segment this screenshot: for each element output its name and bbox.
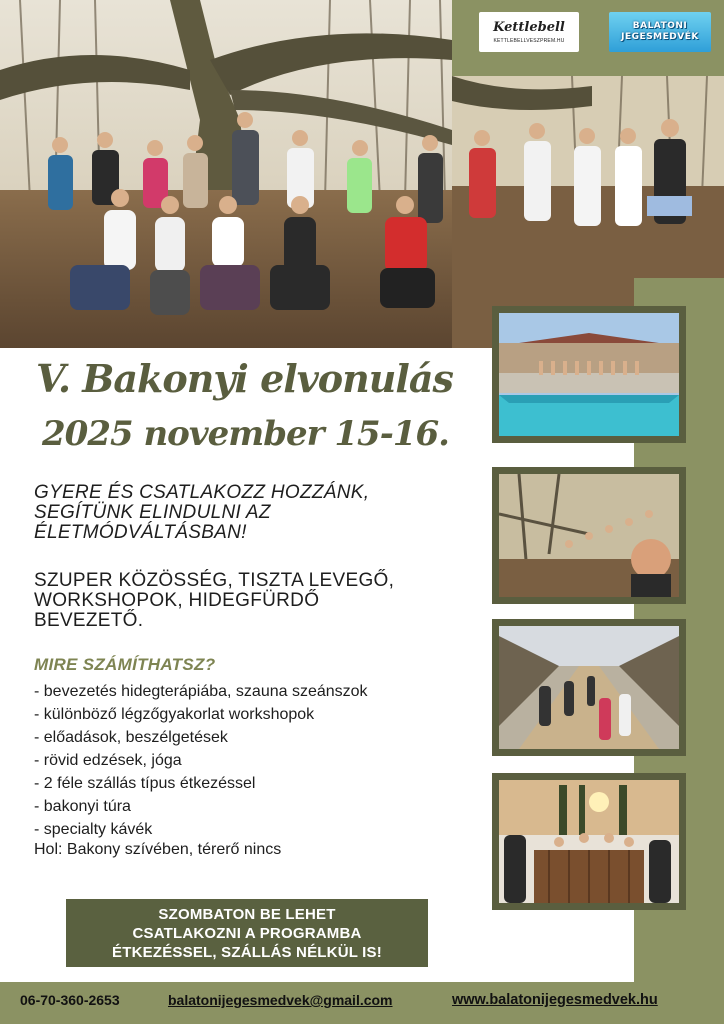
highlights-line: WORKSHOPOK, HIDEGFÜRDŐ xyxy=(34,590,320,611)
saturday-join-callout xyxy=(66,899,428,967)
list-item: - specialty kávék xyxy=(34,821,153,838)
hero-group-photo xyxy=(0,0,452,348)
callout-line: CSATLAKOZNI A PROGRAMBA xyxy=(132,924,362,942)
invitation-line: SEGÍTÜNK ELINDULNI AZ xyxy=(34,502,271,523)
event-title: V. Bakonyi elvonulás xyxy=(36,356,453,401)
offer-heading: MIRE SZÁMÍTHATSZ? xyxy=(34,655,216,674)
list-item: - bevezetés hidegterápiába, szauna szeánszok xyxy=(34,683,368,700)
invitation-line: GYERE ÉS CSATLAKOZZ HOZZÁNK, xyxy=(34,482,370,503)
list-item: - bakonyi túra xyxy=(34,798,131,815)
invitation-text xyxy=(34,483,454,543)
list-item: - különböző légzőgyakorlat workshopok xyxy=(34,706,315,723)
highlights-line: BEVEZETŐ. xyxy=(34,610,144,631)
list-item: - 2 féle szállás típus étkezéssel xyxy=(34,775,256,792)
kettlebell-veszprem-logo[interactable] xyxy=(479,12,579,52)
balatoni-logo-line2: JEGESMEDVÉK xyxy=(621,32,699,42)
photo-pool xyxy=(492,306,686,443)
list-item: - előadások, beszélgetések xyxy=(34,729,228,746)
kettlebell-logo-text: Kettlebell xyxy=(493,19,565,35)
callout-line: SZOMBATON BE LEHET xyxy=(158,905,336,923)
location-text: Hol: Bakony szívében, térerő nincs xyxy=(34,841,282,858)
highlights-line: SZUPER KÖZÖSSÉG, TISZTA LEVEGŐ, xyxy=(34,570,395,591)
email-link[interactable]: balatonijegesmedvek@gmail.com xyxy=(168,992,393,1008)
photo-walking-trail xyxy=(492,619,686,756)
highlights-text xyxy=(34,571,474,631)
photo-hot-tub xyxy=(492,773,686,910)
website-link[interactable]: www.balatonijegesmedvek.hu xyxy=(452,992,658,1008)
list-item: - rövid edzések, jóga xyxy=(34,752,182,769)
invitation-line: ÉLETMÓDVÁLTÁSBAN! xyxy=(34,522,247,543)
event-date: 2025 november 15-16. xyxy=(42,414,449,454)
photo-forest-group xyxy=(492,467,686,604)
balatoni-logo-line1: BALATONI xyxy=(632,21,688,31)
offer-list xyxy=(34,680,368,841)
callout-line: ÉTKEZÉSSEL, SZÁLLÁS NÉLKÜL IS! xyxy=(112,943,382,961)
phone-number[interactable]: 06-70-360-2653 xyxy=(20,992,120,1008)
balatoni-jegesmedvek-logo[interactable] xyxy=(609,12,711,52)
kettlebell-logo-url: KETTLEBELLVESZPREM.HU xyxy=(493,37,565,44)
